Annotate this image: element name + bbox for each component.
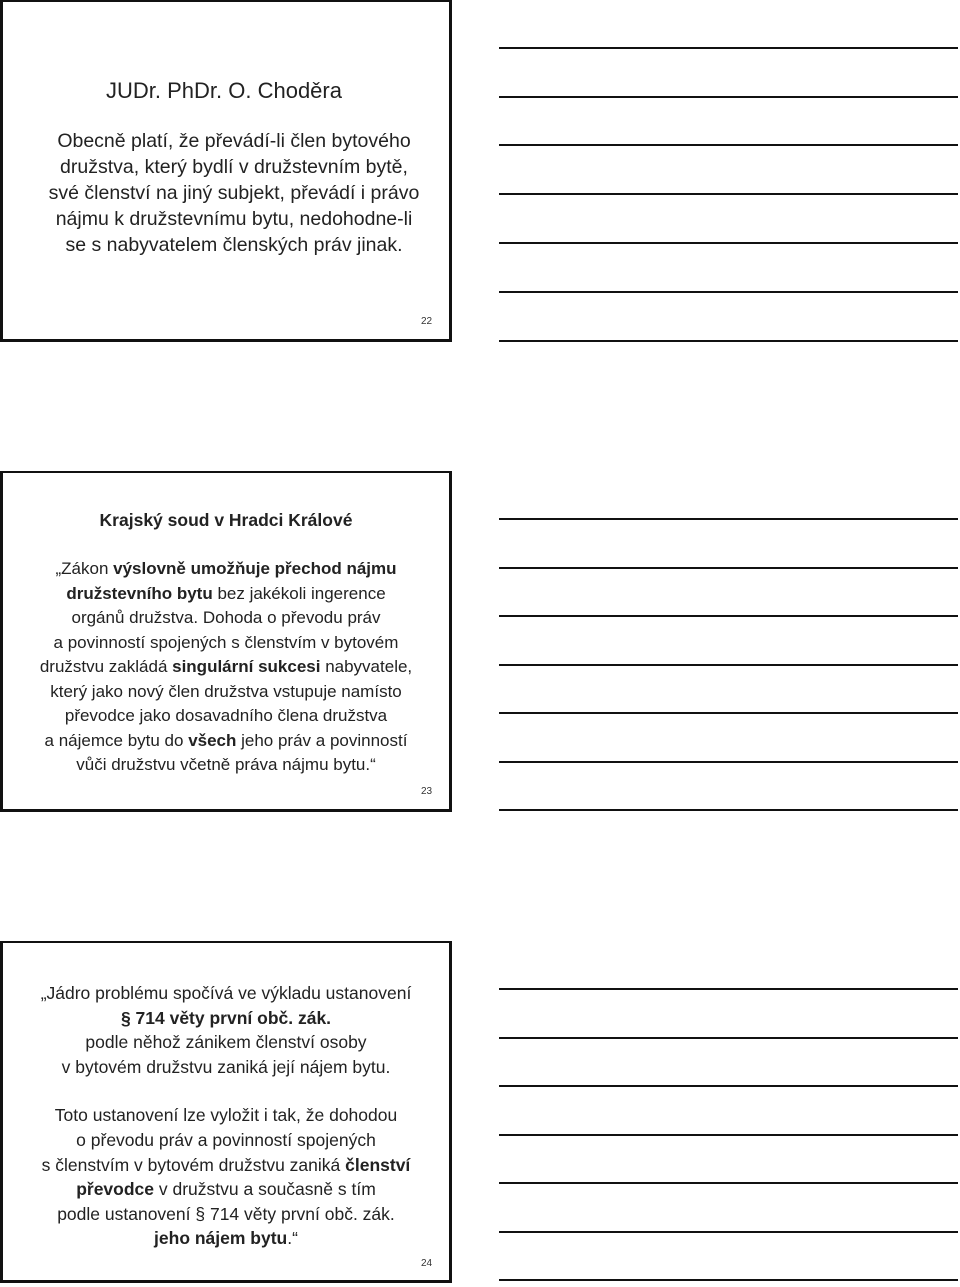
text-run-bold: jeho nájem bytu bbox=[154, 1228, 288, 1249]
text-run: družstvu zakládá bbox=[39, 657, 173, 676]
body-line: který jako nový člen družstva vstupuje namísto bbox=[50, 681, 402, 701]
note-line bbox=[499, 664, 958, 666]
body-line: orgánů družstva. Dohoda o převodu práv bbox=[71, 608, 381, 627]
note-line bbox=[499, 1279, 958, 1281]
text-run-bold: družstevního bytu bbox=[66, 583, 213, 603]
slide-body bbox=[19, 128, 449, 258]
body-line: převodce jako dosavadního člena družstva bbox=[64, 706, 388, 725]
body-line: „Jádro problému spočívá ve výkladu ustanovení bbox=[40, 983, 412, 1003]
text-run-bold: výslovně umožňuje přechod nájmu bbox=[113, 559, 397, 578]
text-run: v družstvu a současně s tím bbox=[154, 1179, 376, 1200]
body-line: se s nabyvatelem členských práv jinak. bbox=[65, 234, 403, 256]
note-line bbox=[499, 96, 958, 98]
text-run-bold: převodce bbox=[76, 1179, 155, 1200]
note-line bbox=[499, 988, 958, 990]
text-run-bold: všech bbox=[188, 730, 237, 750]
note-line bbox=[499, 1134, 958, 1136]
slide-body bbox=[3, 981, 449, 1251]
note-line bbox=[499, 47, 958, 49]
slide-title: Krajský soud v Hradci Králové bbox=[99, 510, 353, 530]
body-line bbox=[3, 729, 449, 754]
body-line: Toto ustanovení lze vyložit i tak, že dohodou bbox=[54, 1105, 398, 1126]
body-line: podle něhož zánikem členství osoby bbox=[85, 1032, 367, 1053]
body-line: a povinností spojených s členstvím v bytovém bbox=[53, 632, 399, 652]
note-line bbox=[499, 193, 958, 195]
note-line bbox=[499, 1182, 958, 1184]
text-run: nabyvatele, bbox=[320, 657, 413, 676]
text-run: jeho práv a povinností bbox=[236, 730, 408, 750]
body-line bbox=[3, 1153, 449, 1178]
body-line: v bytovém družstvu zaniká její nájem bytu. bbox=[61, 1056, 391, 1077]
slide-number: 22 bbox=[421, 316, 433, 327]
slide-23 bbox=[0, 471, 452, 812]
text-run: bez jakékoli ingerence bbox=[212, 583, 386, 603]
note-line bbox=[499, 1231, 958, 1233]
slide-title: JUDr. PhDr. O. Choděra bbox=[106, 78, 342, 103]
body-line bbox=[3, 1226, 449, 1251]
note-line bbox=[499, 567, 958, 569]
text-run-bold: singulární sukcesi bbox=[172, 657, 321, 676]
note-line bbox=[499, 291, 958, 293]
note-line bbox=[499, 242, 958, 244]
slide-24 bbox=[0, 941, 452, 1283]
note-line bbox=[499, 518, 958, 520]
note-line bbox=[499, 1037, 958, 1039]
note-line bbox=[499, 761, 958, 763]
text-run-bold: § 714 věty první obč. zák. bbox=[120, 1007, 332, 1028]
note-line bbox=[499, 144, 958, 146]
text-run-bold: členství bbox=[345, 1154, 411, 1175]
text-run: s členstvím v bytovém družstvu zaniká bbox=[41, 1154, 346, 1175]
body-line: o převodu práv a povinností spojených bbox=[76, 1129, 376, 1150]
body-line: družstva, který bydlí v družstevním bytě, bbox=[60, 156, 408, 178]
body-line: podle ustanovení § 714 věty první obč. zák. bbox=[57, 1203, 395, 1224]
note-line bbox=[499, 809, 958, 811]
note-line bbox=[499, 615, 958, 617]
slide-number: 23 bbox=[421, 786, 433, 797]
text-run: a nájemce bytu do bbox=[44, 730, 189, 750]
note-line bbox=[499, 712, 958, 714]
text-run: „Zákon bbox=[55, 559, 114, 578]
note-line bbox=[499, 1085, 958, 1087]
body-line bbox=[3, 1006, 449, 1031]
body-line: své členství na jiný subjekt, převádí i právo bbox=[48, 182, 420, 204]
body-line bbox=[3, 557, 449, 582]
body-line: nájmu k družstevnímu bytu, nedohodne-li bbox=[55, 208, 413, 230]
slide-22 bbox=[0, 0, 452, 342]
body-line: Obecně platí, že převádí-li člen bytového bbox=[57, 130, 411, 152]
body-line bbox=[3, 582, 449, 607]
body-line bbox=[3, 1177, 449, 1202]
slide-body bbox=[3, 557, 449, 778]
paragraph-gap bbox=[3, 1079, 449, 1103]
note-line bbox=[499, 340, 958, 342]
body-line: vůči družstvu včetně práva nájmu bytu.“ bbox=[76, 755, 376, 774]
text-run: .“ bbox=[287, 1228, 298, 1249]
slide-number: 24 bbox=[421, 1258, 433, 1269]
body-line bbox=[3, 655, 449, 680]
